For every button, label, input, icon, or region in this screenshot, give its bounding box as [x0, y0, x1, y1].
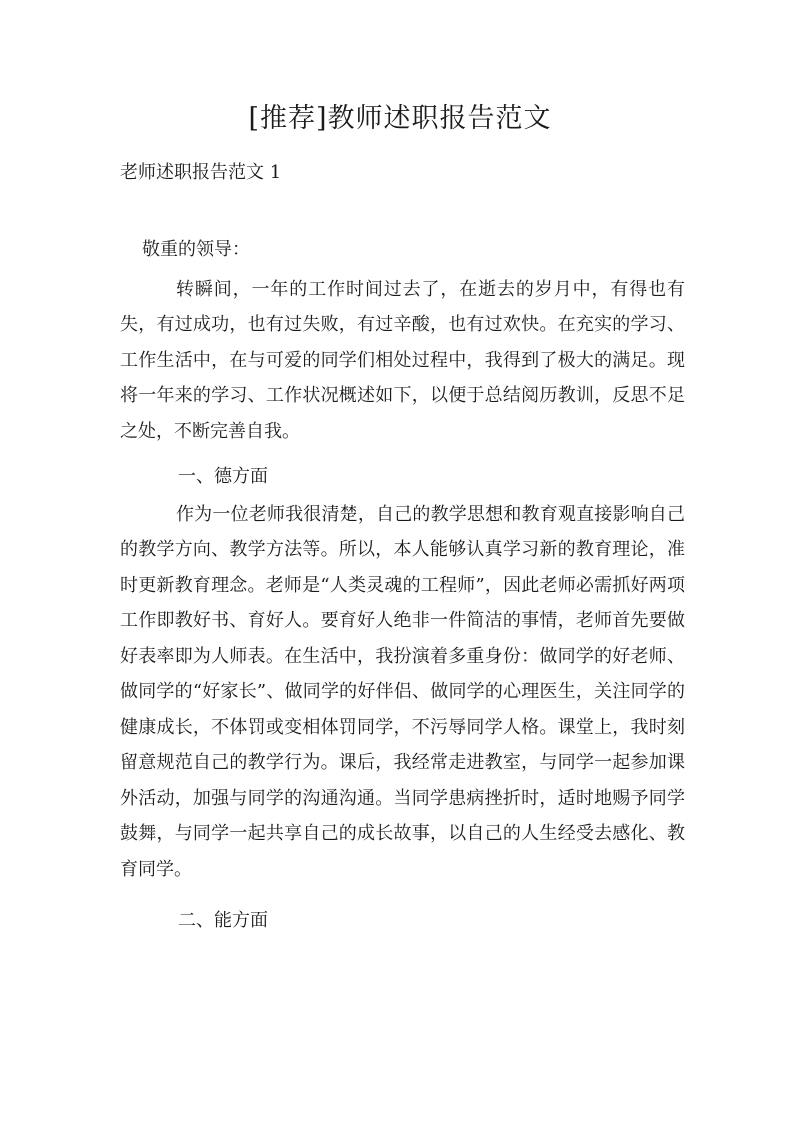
section-heading-ability: 二、能方面 [178, 910, 268, 931]
document-subtitle: 老师述职报告范文 1 [120, 162, 282, 183]
paragraph-intro: 转瞬间，一年的工作时间过去了，在逝去的岁月中，有得也有失，有过成功，也有过失败，有过辛酸，也有过欢快。在充实的学习、工作生活中，在与可爱的同学们相处过程中，我得到了极大的满足。现将一年来的学习、工作状况概述如下，以便于总结阅历教训，反思不足之处，不断完善自我。 [120, 278, 685, 442]
paragraph-morality: 作为一位老师我很清楚，自己的教学思想和教育观直接影响自己的教学方向、教学方法等。所以，本人能够认真学习新的教育理论，准时更新教育理念。老师是“人类灵魂的工程师”，因此老师必需抓好两项工作即教好书、育好人。要育好人绝非一件简洁的事情，老师首先要做好表率即为人师表。在生活中，我扮演着多重身份：做同学的好老师、做同学的“好家长”、做同学的好伴侣、做同学的心理医生，关注同学的健康成长，不体罚或变相体罚同学，不污辱同学人格。课堂上，我时刻留意规范自己的教学行为。课后，我经常走进教室，与同学一起参加课外活动，加强与同学的沟通沟通。当同学患病挫折时，适时地赐予同学鼓舞，与同学一起共享自己的成长故事，以自己的人生经受去感化、教育同学。 [120, 503, 685, 880]
document-body [120, 232, 685, 941]
section-heading-morality: 一、德方面 [178, 466, 268, 487]
document-title: [推荐]教师述职报告范文 [248, 103, 552, 134]
salutation: 敬重的领导： [142, 239, 250, 260]
